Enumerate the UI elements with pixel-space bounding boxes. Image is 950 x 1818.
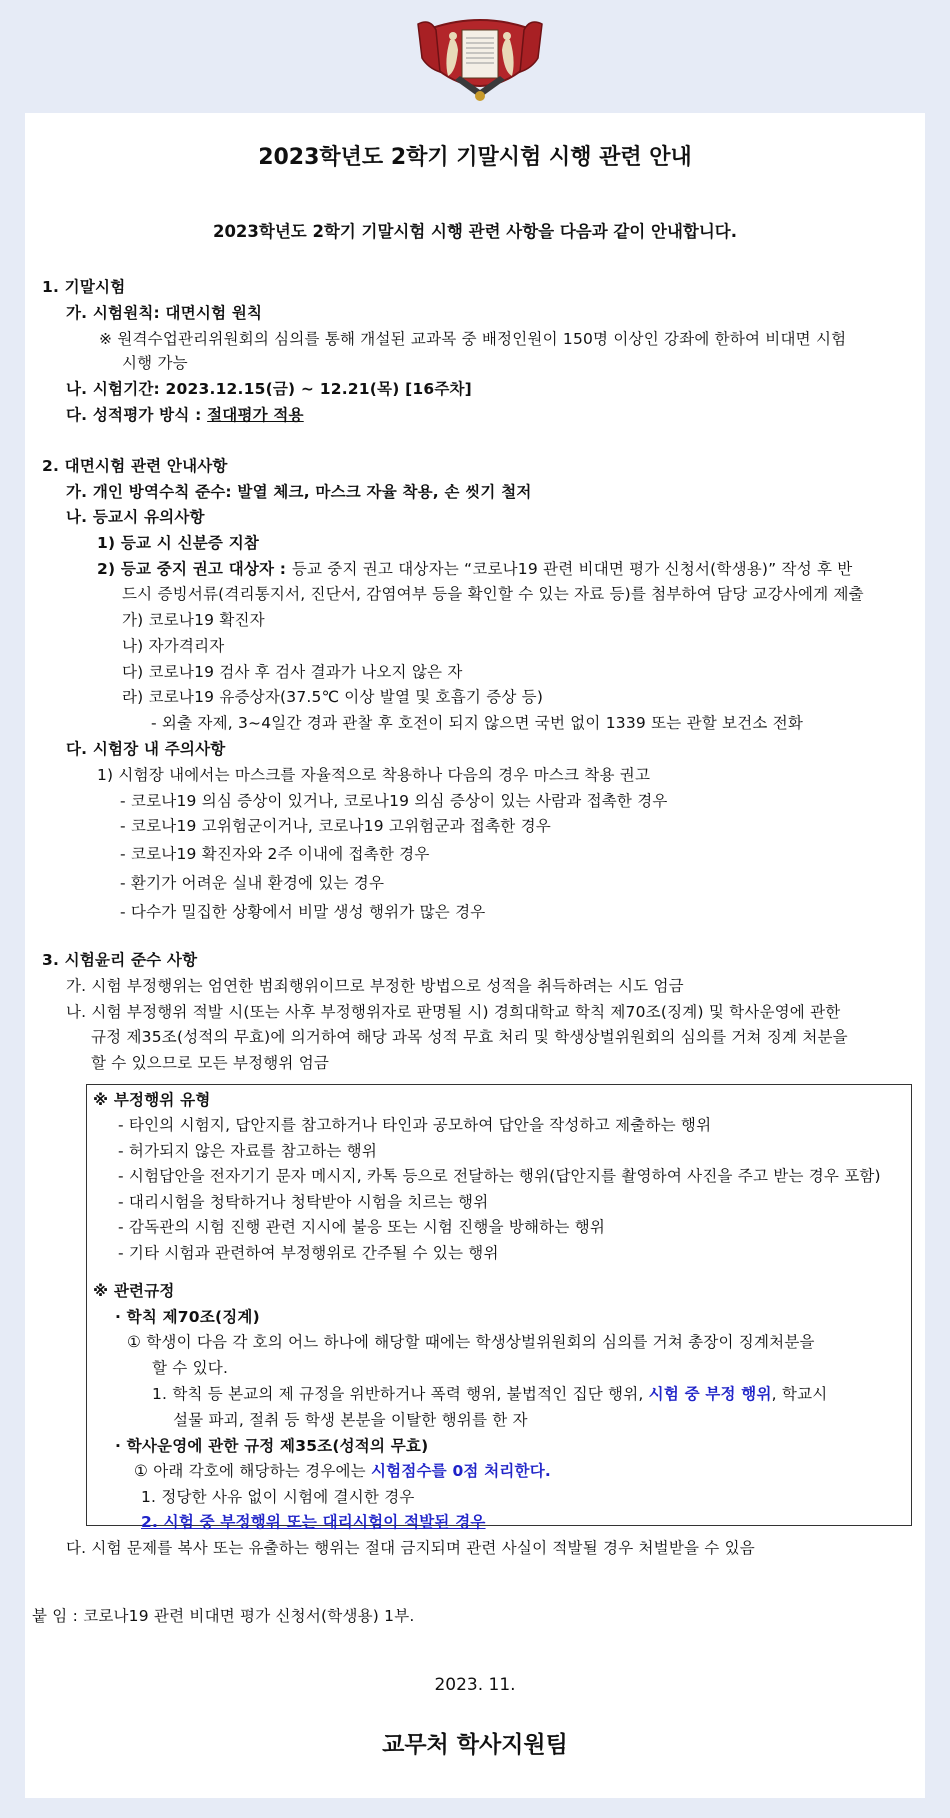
section-2-c1: 1) 시험장 내에서는 마스크를 자율적으로 착용하나 다음의 경우 마스크 착용 권고 xyxy=(97,766,651,784)
grading-label: 다. 성적평가 방식 : xyxy=(66,406,208,424)
misconduct-type-item: - 감독관의 시험 진행 관련 지시에 불응 또는 시험 진행을 방해하는 행위 xyxy=(118,1218,606,1236)
rule-1-item-1-line2: 설물 파괴, 절취 등 학생 본분을 이탈한 행위를 한 자 xyxy=(173,1411,528,1429)
document-date: 2023. 11. xyxy=(434,1675,516,1695)
section-3-item-c: 다. 시험 문제를 복사 또는 유출하는 행위는 절대 금지되며 관련 사실이 적발될 경우 처벌받을 수 있음 xyxy=(66,1539,755,1557)
b2-sub-note: - 외출 자제, 3~4일간 경과 관찰 후 호전이 되지 않으면 국번 없이 1339 또는 관할 보건소 전화 xyxy=(151,714,804,732)
section-2-heading: 2. 대면시험 관련 안내사항 xyxy=(42,457,228,475)
section-2-b2-line1 xyxy=(97,559,852,579)
related-rules-heading: ※ 관련규정 xyxy=(93,1282,175,1300)
notice-document xyxy=(25,113,925,1798)
issuing-office: 교무처 학사지원팀 xyxy=(382,1732,568,1758)
section-3-item-b-line1: 나. 시험 부정행위 적발 시(또는 사후 부정행위자로 판명될 시) 경희대학교 학칙 제70조(징계) 및 학사운영에 관한 xyxy=(66,1003,841,1021)
misconduct-type-item: - 대리시험을 청탁하거나 청탁받아 시험을 치르는 행위 xyxy=(118,1193,489,1211)
rule-1-para-line2: 할 수 있다. xyxy=(152,1359,229,1377)
section-3-item-b-line3: 할 수 있으므로 모든 부정행위 엄금 xyxy=(91,1054,330,1072)
page-subtitle: 2023학년도 2학기 기말시험 시행 관련 사항을 다음과 같이 안내합니다. xyxy=(212,222,738,241)
rule-1-item-text-tail: , 학교시 xyxy=(771,1385,828,1403)
b2-list-item: 나) 자가격리자 xyxy=(122,637,225,655)
section-2-item-c: 다. 시험장 내 주의사항 xyxy=(66,740,226,758)
c1-list-item: - 환기가 어려운 실내 환경에 있는 경우 xyxy=(120,874,385,892)
highlight-exam-misconduct: 시험 중 부정 행위 xyxy=(648,1385,772,1403)
c1-list-item: - 코로나19 고위험군이거나, 코로나19 고위험군과 접촉한 경우 xyxy=(120,817,551,835)
university-crest-logo xyxy=(410,10,550,105)
section-3-heading: 3. 시험윤리 준수 사항 xyxy=(42,951,198,969)
section-2-b1: 1) 등교 시 신분증 지참 xyxy=(97,534,260,552)
section-1-note-line2: 시행 가능 xyxy=(122,354,188,372)
section-3-item-b-line2: 규정 제35조(성적의 무효)에 의거하여 해당 과목 성적 무효 처리 및 학생상벌위원회의 심의를 거쳐 징계 처분을 xyxy=(91,1028,848,1046)
section-1-item-a: 가. 시험원칙: 대면시험 원칙 xyxy=(66,304,263,322)
b2-list-item: 다) 코로나19 검사 후 검사 결과가 나오지 않은 자 xyxy=(122,663,463,681)
page-title: 2023학년도 2학기 기말시험 시행 관련 안내 xyxy=(258,145,692,170)
b2-list-item: 라) 코로나19 유증상자(37.5℃ 이상 발열 및 호흡기 증상 등) xyxy=(122,688,544,706)
c1-list-item: - 다수가 밀집한 상황에서 비말 생성 행위가 많은 경우 xyxy=(120,903,486,921)
rule-2-para-text: ① 아래 각호에 해당하는 경우에는 xyxy=(134,1462,371,1480)
section-2-b2-line2: 드시 증빙서류(격리통지서, 진단서, 감염여부 등을 확인할 수 있는 자료 등)를 첨부하여 담당 교강사에게 제출 xyxy=(122,585,864,603)
rule-1-item-text: 1. 학칙 등 본교의 제 규정을 위반하거나 폭력 행위, 불법적인 집단 행위, xyxy=(152,1385,649,1403)
rule-1-item-1-line1 xyxy=(152,1384,827,1404)
b2-label: 2) 등교 중지 권고 대상자 : xyxy=(97,560,292,578)
rule-2-title: · 학사운영에 관한 규정 제35조(성적의 무효) xyxy=(115,1437,429,1455)
misconduct-types-heading: ※ 부정행위 유형 xyxy=(93,1091,211,1109)
attachment-note: 붙 임 : 코로나19 관련 비대면 평가 신청서(학생용) 1부. xyxy=(32,1607,415,1625)
section-2-item-a: 가. 개인 방역수칙 준수: 발열 체크, 마스크 자율 착용, 손 씻기 철저 xyxy=(66,483,532,501)
section-1-item-c xyxy=(66,405,304,425)
section-1-note-line1: ※ 원격수업관리위원회의 심의를 통해 개설된 교과목 중 배정인원이 150명 이상인 강좌에 한하여 비대면 시험 xyxy=(99,330,847,348)
section-1-heading: 1. 기말시험 xyxy=(42,278,126,296)
section-2-item-b: 나. 등교시 유의사항 xyxy=(66,508,205,526)
misconduct-type-item: - 시험답안을 전자기기 문자 메시지, 카톡 등으로 전달하는 행위(답안지를 촬영하여 사진을 주고 받는 경우 포함) xyxy=(118,1167,881,1185)
section-1-item-b: 나. 시험기간: 2023.12.15(금) ~ 12.21(목) [16주차] xyxy=(66,380,472,398)
misconduct-type-item: - 허가되지 않은 자료를 참고하는 행위 xyxy=(118,1142,378,1160)
section-3-item-a: 가. 시험 부정행위는 엄연한 범죄행위이므로 부정한 방법으로 성적을 취득하려는 시도 엄금 xyxy=(66,977,684,995)
rule-2-para xyxy=(134,1461,551,1481)
c1-list-item: - 코로나19 확진자와 2주 이내에 접촉한 경우 xyxy=(120,845,430,863)
highlight-zero-score: 시험점수를 0점 처리한다. xyxy=(370,1462,551,1480)
grading-value: 절대평가 적용 xyxy=(207,406,304,424)
b2-text: 등교 중지 권고 대상자는 “코로나19 관련 비대면 평가 신청서(학생용)” 작성 후 반 xyxy=(291,560,853,578)
b2-list-item: 가) 코로나19 확진자 xyxy=(122,611,265,629)
misconduct-type-item: - 타인의 시험지, 답안지를 참고하거나 타인과 공모하여 답안을 작성하고 제출하는 행위 xyxy=(118,1116,712,1134)
rule-1-para-line1: ① 학생이 다음 각 호의 어느 하나에 해당할 때에는 학생상벌위원회의 심의를 거쳐 총장이 징계처분을 xyxy=(127,1333,815,1351)
c1-list-item: - 코로나19 의심 증상이 있거나, 코로나19 의심 증상이 있는 사람과 접촉한 경우 xyxy=(120,792,668,810)
rule-2-item-2: 2. 시험 중 부정행위 또는 대리시험이 적발된 경우 xyxy=(141,1513,486,1531)
rule-2-item-1: 1. 정당한 사유 없이 시험에 결시한 경우 xyxy=(141,1488,415,1506)
misconduct-type-item: - 기타 시험과 관련하여 부정행위로 간주될 수 있는 행위 xyxy=(118,1244,499,1262)
rule-1-title: · 학칙 제70조(징계) xyxy=(115,1308,260,1326)
